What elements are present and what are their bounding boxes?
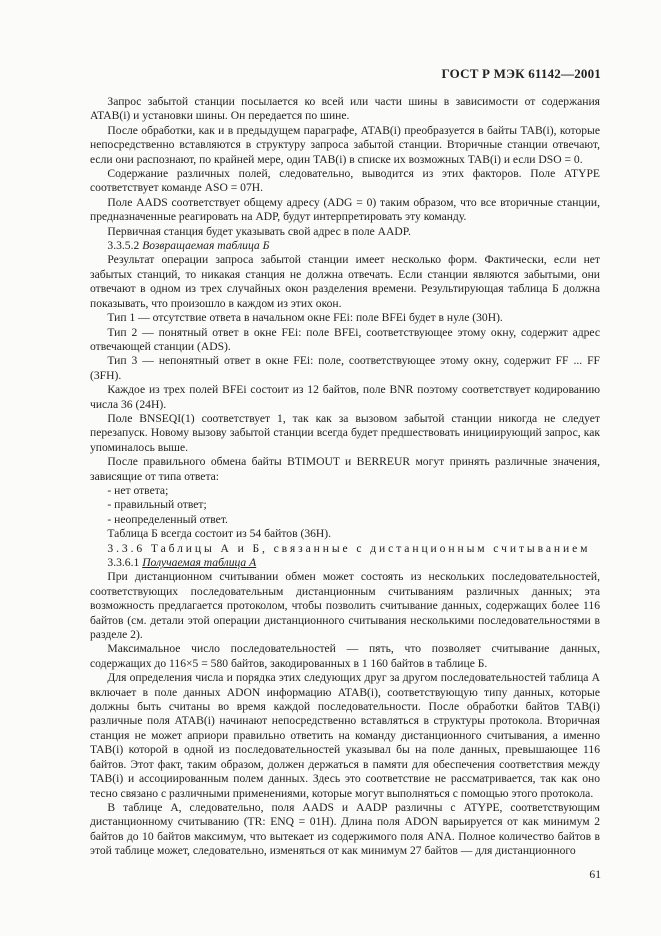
paragraph: Поле AADS соответствует общему адресу (ADG = 0) таким образом, что все вторичные станции, предназначенные реагировать на ADP, будут интерпретировать эту команду. [90,195,600,224]
paragraph: Содержание различных полей, следовательно, выводится из этих факторов. Поле ATYPE соответствует команде ASO = 07H. [90,167,600,195]
paragraph: Тип 2 — понятный ответ в окне FEi: поле BFEi, соответствующее этому окну, содержит адрес отвечающей станции (ADS). [90,325,600,353]
list-item: - правильный ответ; [107,498,207,512]
paragraph: После обработки, как и в предыдущем параграфе, ATAB(i) преобразуется в байты TAB(i), которые непосредственно вставляются в структуру запроса забытой станции. Вторичные станции отвечают, если они распознают, по крайней мере, один TAB(i) в списке их возможных TAB(i) и если DSO = 0. [90,123,600,166]
standard-header: ГОСТ Р МЭК 61142—2001 [441,66,601,81]
paragraph: После правильного обмена байты BTIMOUT и BERREUR могут принять различные значения, зависящие от типа ответа: [90,455,600,483]
paragraph: Запрос забытой станции посылается ко всей или части шины в зависимости от содержания ATAB(i) и установки шины. Он передается по шине. [90,95,600,123]
paragraph: Первичная станция будет указывать свой адрес в поле AADP. [107,224,411,238]
paragraph: Таблица Б всегда состоит из 54 байтов (36H). [107,527,332,541]
paragraph: Максимальное число последовательностей — пять, что позволяет считывание данных, содержащих до 116×5 = 580 байтов, закодированных в 1 160 байтов в таблице Б. [90,642,600,670]
section-number: 3.3.6.1 [107,556,140,569]
section-title: Получаемая таблица А [142,556,257,569]
paragraph: При дистанционном считывании обмен может состоять из нескольких последовательностей, соответствующих последовательным дистанционным считываниям различных данных; эта возможность предлагается протоколом, чтобы позволить считывание данных, содержащих более 116 байтов (см. детали этой операции дистанционного считывания несколькими последовательностями в разделе 2). [90,570,600,642]
page-number: 61 [589,868,601,881]
paragraph: В таблице А, следовательно, поля AADS и AADP различны с ATYPE, соответствующим дистанционному считыванию (TR: ENQ = 01H). Длина поля ADON варьируется от как минимум 2 байтов до 10 байтов максимум, что вытекает из содержимого поля ANA. Полное количество байтов в этой таблице может, следовательно, изменяться от как минимум 27 байтов — для дистанционного [90,800,600,858]
list-item: - нет ответа; [107,483,169,497]
paragraph: Результат операции запроса забытой станции имеет несколько форм. Фактически, если нет забытых станций, то никакая станция не должна отвечать. Если станции являются забытыми, они отвечают в одном из трех случайных окон разделения времени. Результирующая таблица Б должна показывать, что произошло в каждом из этих окон. [90,253,600,310]
paragraph: Каждое из трех полей BFEi состоит из 12 байтов, поле BNR поэтому соответствует кодированию числа 36 (24H). [90,383,600,411]
section-heading-3-3-6: 3.3.6 Таблицы А и Б, связанные с дистанционным считыванием [107,541,591,555]
section-heading-3-3-5-2 [90,239,600,253]
paragraph: Тип 3 — непонятный ответ в окне FEi: поле, соответствующее этому окну, содержит FF ... FF (3FH). [90,354,600,382]
document-body [90,95,600,859]
paragraph: Поле BNSEQI(1) соответствует 1, так как за вызовом забытой станции никогда не следует перезапуск. Новому вызову забытой станции всегда будет предшествовать инициирующий запрос, как упоминалось выше. [90,411,600,454]
section-heading-3-3-6-1 [90,556,600,570]
paragraph: Тип 1 — отсутствие ответа в начальном окне FEi: поле BFEi будет в нуле (30H). [107,311,503,325]
section-number: 3.3.5.2 [107,239,140,253]
section-title: Возвращаемая таблица Б [142,239,270,253]
list-item: - неопределенный ответ. [107,512,228,526]
paragraph: Для определения числа и порядка этих следующих друг за другом последовательностей таблица А включает в поле данных ADON информацию ATAB(i), соответствующую типу данных, которые должны быть считаны во время каждой последовательности. После обработки байтов TAB(i) различные поля ATAB(i) начинают непосредственно вставляться в структуры протокола. Вторичная станция не может априори правильно ответить на команду дистанционного считывания, а именно TAB(i) которой в одной из последовательностей указывал бы на поле данных, превышающее 116 байтов. Этот факт, таким образом, должен держаться в памяти для обеспечения соответствия между TAB(i) и ассоциированным полем данных. Здесь это соответствие не рассматривается, так как оно тесно связано с различными применениями, которые могут выполняться с помощью этого протокола. [90,671,600,800]
